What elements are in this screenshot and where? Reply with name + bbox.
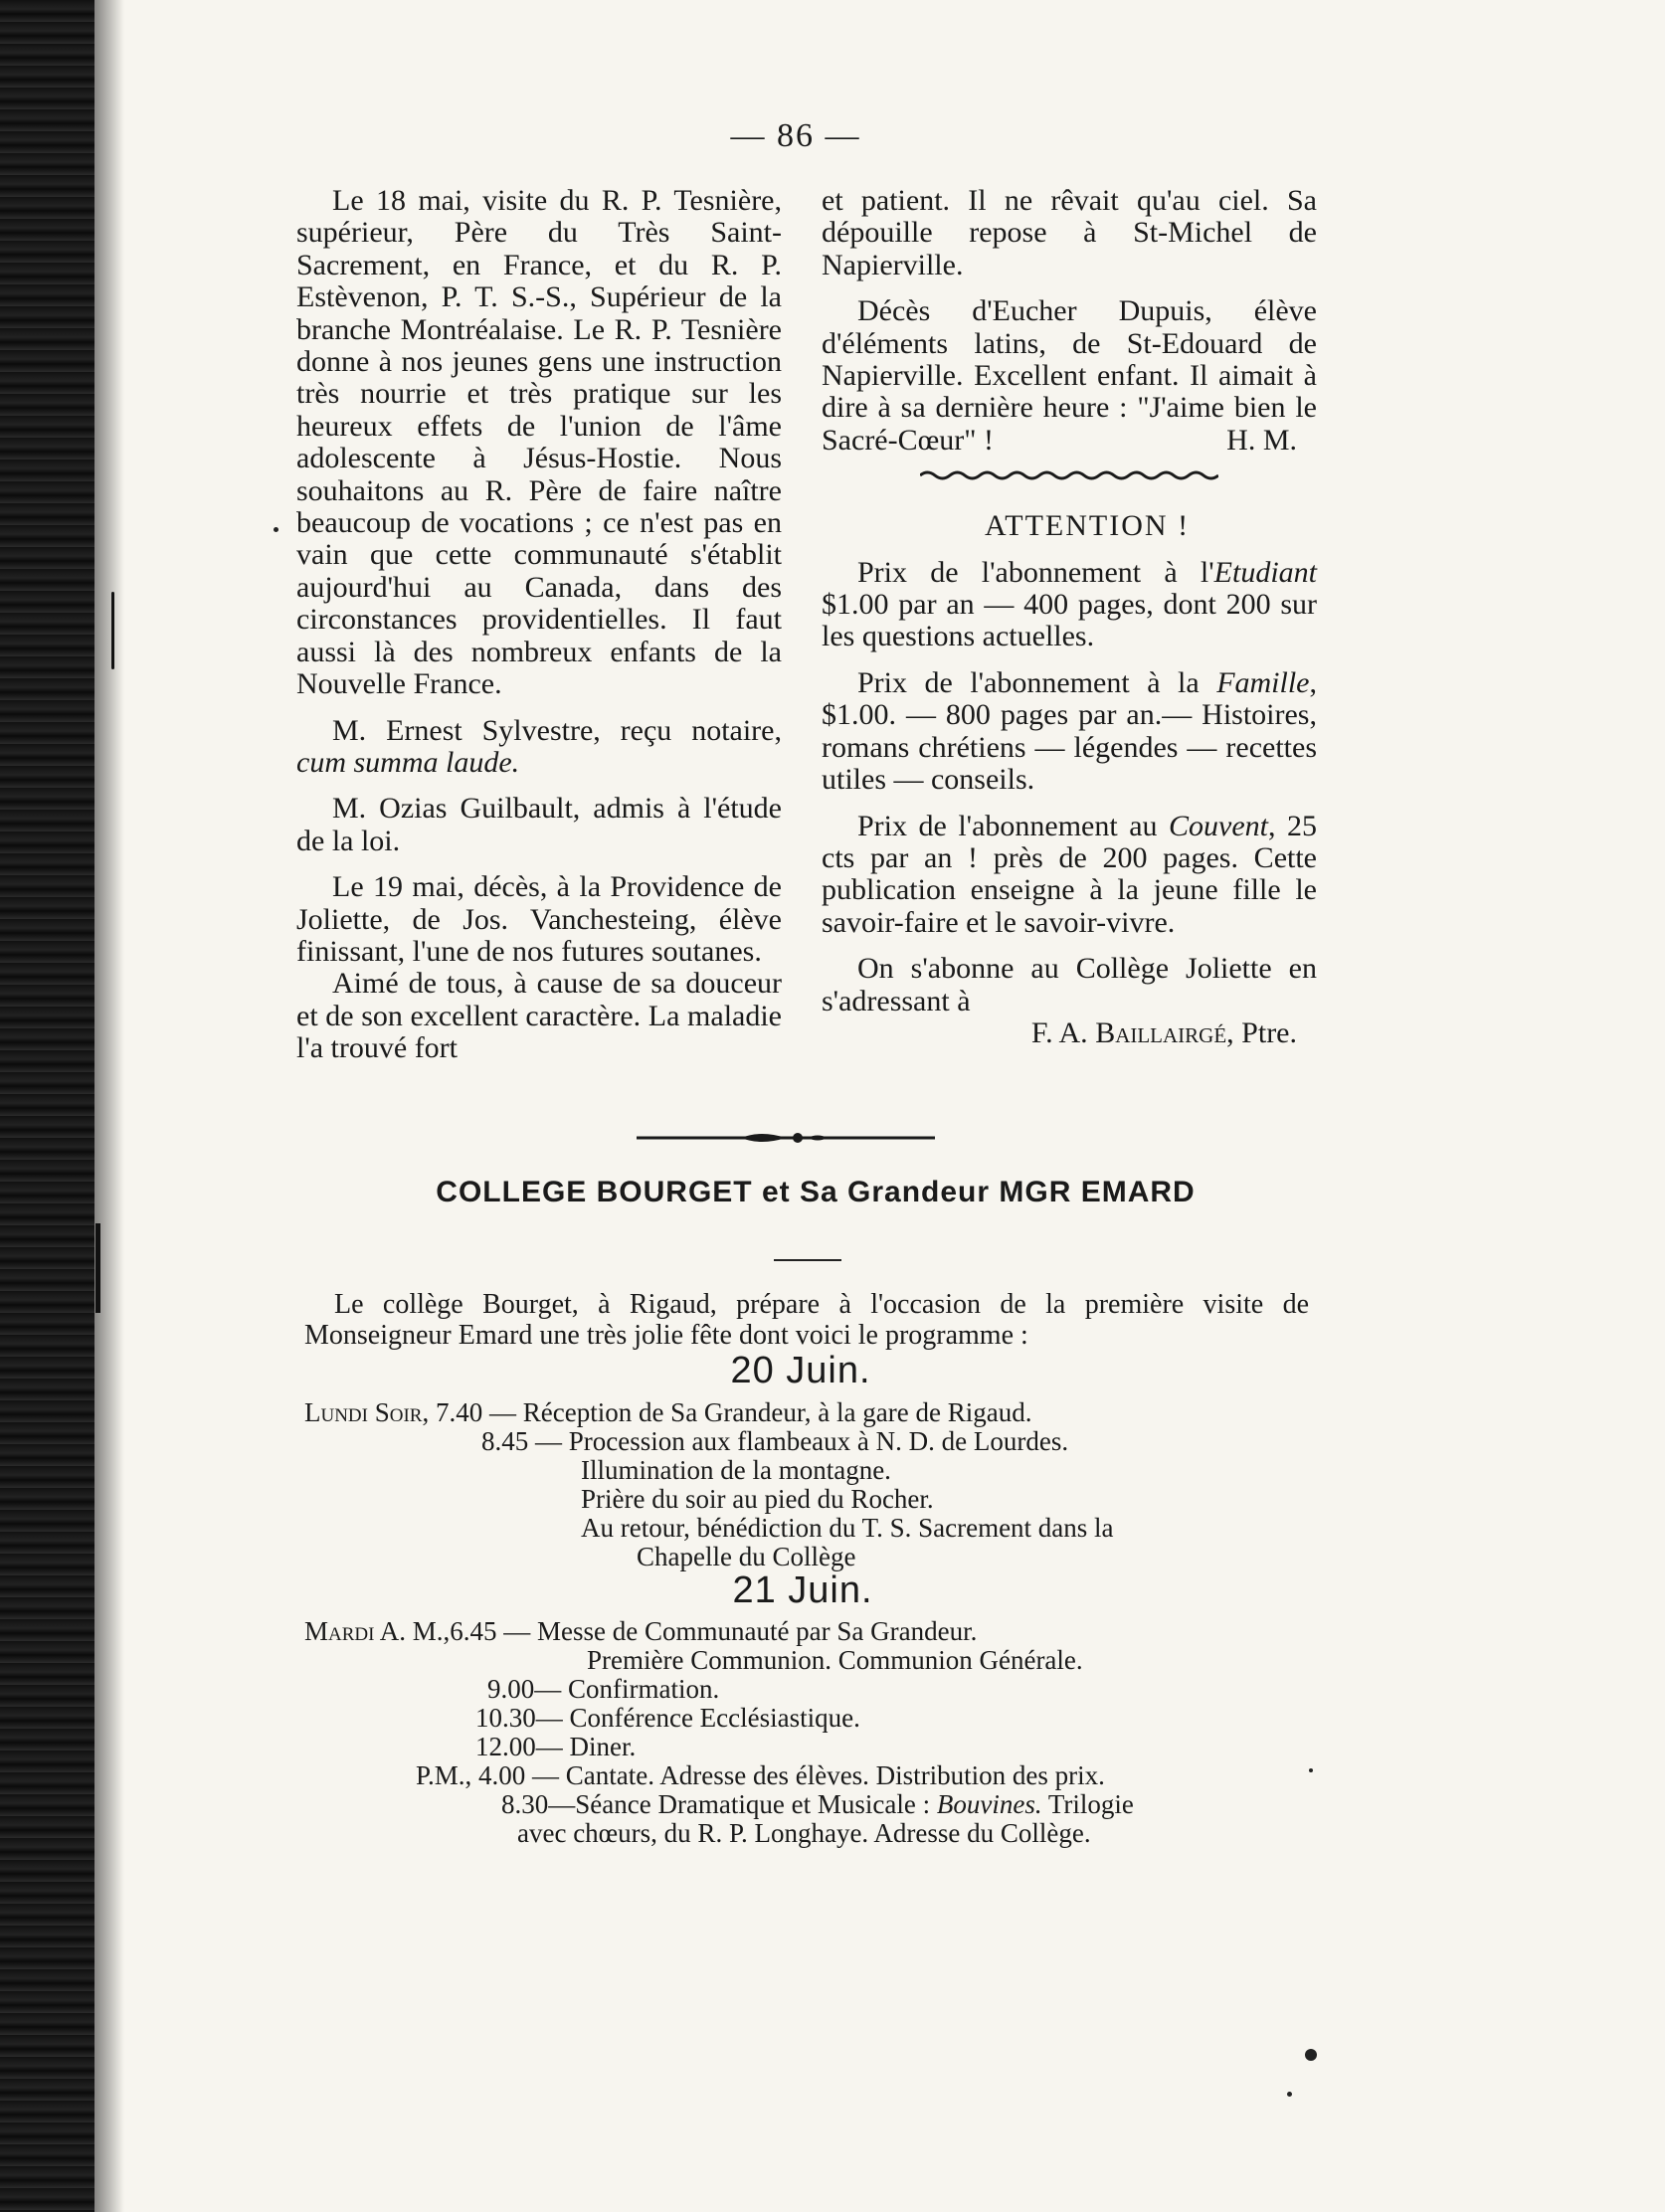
attention-heading: ATTENTION ! — [984, 509, 1191, 543]
deces-initials: H. M. — [1226, 423, 1297, 457]
programme-line: Illumination de la montagne. — [581, 1455, 891, 1485]
famille-title: Famille — [1216, 665, 1310, 699]
speck — [274, 527, 278, 532]
programme-text: Messe de Communauté par Sa Grandeur. — [536, 1616, 978, 1646]
bouvines-title: Bouvines. — [936, 1789, 1042, 1819]
programme-line: Mardi A. M.,6.45 — Messe de Communauté par Sa Grandeur. — [304, 1616, 978, 1646]
prix-famille-b: , $1.00. — 800 pages par an.— Histoires, romans chrétiens — légendes — recettes utiles — conseils. — [822, 665, 1317, 797]
programme-time: 4.00 — [478, 1760, 526, 1790]
etudiant-title: Etudiant — [1213, 555, 1317, 589]
prix-etudiant-a: Prix de l'abonnement à l' — [857, 555, 1214, 589]
book-binding-shadow — [0, 0, 94, 2212]
programme-line: Au retour, bénédiction du T. S. Sacrement dans la — [581, 1513, 1114, 1543]
programme-text: Procession aux flambeaux à N. D. de Lourdes. — [568, 1426, 1069, 1456]
programme-time: 8.45 — [481, 1426, 529, 1456]
programme-time: 8.30 — [501, 1789, 549, 1819]
page-number: — 86 — — [730, 117, 861, 154]
date-heading-20-juin: 20 Juin. — [730, 1350, 871, 1391]
programme-line: Lundi Soir, 7.40 — Réception de Sa Grandeur, à la gare de Rigaud. — [304, 1397, 1032, 1427]
short-rule — [774, 1259, 841, 1261]
deces-dupuis-text: Décès d'Eucher Dupuis, élève d'éléments latins, de St-Edouard de Napierville. Excellent enfant. Il aimait à dire à sa dernière heure : "J'aime bien le Sacré-Cœur" ! — [822, 294, 1317, 457]
programme-text: Séance Dramatique et Musicale : — [575, 1789, 937, 1819]
prix-etudiant-b: $1.00 par an — 400 pages, dont 200 sur les questions actuelles. — [822, 588, 1317, 653]
prix-couvent-a: Prix de l'abonnement au — [857, 809, 1170, 842]
speck — [1305, 2049, 1317, 2061]
programme-line: 9.00— Confirmation. — [487, 1674, 720, 1704]
prix-couvent-b: , 25 cts par an ! près de 200 pages. Cette publication enseigne à la jeune fille le savoir-faire et le savoir-vivre. — [822, 809, 1318, 939]
programme-line: avec chœurs, du R. P. Longhaye. Adresse du Collège. — [517, 1818, 1091, 1848]
programme-time: 7.40 — [435, 1397, 483, 1427]
programme-line: 10.30— Conférence Ecclésiastique. — [475, 1703, 860, 1733]
paragraph-prix-couvent — [822, 811, 1317, 940]
programme-time: 12.00 — [475, 1732, 536, 1761]
programme-line: 8.30—Séance Dramatique et Musicale : Bouvines. Trilogie — [501, 1789, 1134, 1819]
day-label-mardi: Mardi A. M., — [304, 1616, 451, 1646]
paragraph-sylvestre — [296, 715, 782, 780]
programme-line: 12.00— Diner. — [475, 1732, 637, 1761]
day-label-lundi: Lundi Soir, — [304, 1397, 430, 1427]
signature-title: , Ptre. — [1226, 1015, 1297, 1049]
signature-name: Baillairgé — [1095, 1015, 1227, 1049]
sylvestre-text: M. Ernest Sylvestre, reçu notaire, — [332, 713, 782, 747]
programme-line: P.M., 4.00 — Cantate. Adresse des élèves. Distribution des prix. — [416, 1760, 1105, 1790]
section-title: COLLEGE BOURGET et Sa Grandeur MGR EMARD — [436, 1176, 1196, 1208]
wavy-rule — [920, 466, 1218, 484]
programme-time: 10.30 — [475, 1703, 536, 1733]
left-column — [296, 185, 782, 1079]
day-label-pm: P.M., — [416, 1760, 472, 1790]
programme-text: Confirmation. — [568, 1674, 720, 1704]
paragraph-guilbault: M. Ozias Guilbault, admis à l'étude de la loi. — [296, 792, 782, 857]
paragraph-visite: Le 18 mai, visite du R. P. Tesnière, supérieur, Père du Très Saint-Sacrement, en France, et du R. P. Estèvenon, P. T. S.-S., Supérieur de la branche Montréalaise. Le R. P. Tesnière donne à nos jeunes gens une instruction très nourrie et très pratique sur les heureux effets de l'union de l'âme adolescente à Jésus-Hostie. Nous souhaitons au R. Père de faire naître beaucoup de vocations ; ce n'est pas en vain que cette communauté s'établit aujourd'hui au Canada, dans des circonstances providentielles. Il faut aussi là des nombreux enfants de la Nouvelle France. — [296, 184, 782, 701]
latin-phrase: cum summa laude. — [296, 745, 520, 779]
margin-mark — [95, 1223, 100, 1313]
programme-line: Première Communion. Communion Générale. — [587, 1645, 1083, 1675]
programme-line: Prière du soir au pied du Rocher. — [581, 1484, 934, 1514]
programme-intro: Le collège Bourget, à Rigaud, prépare à l'occasion de la première visite de Monseigneur Emard une très jolie fête dont voici le programme : — [304, 1289, 1309, 1351]
right-column — [822, 185, 1317, 1063]
paragraph-deces-dupuis — [822, 295, 1317, 457]
paragraph-aime: Aimé de tous, à cause de sa douceur et de son excellent caractère. La maladie l'a trouvé fort — [296, 967, 782, 1065]
paragraph-abonne: On s'abonne au Collège Joliette en s'adressant à — [822, 952, 1317, 1017]
binding-edge-gradient — [94, 0, 124, 2212]
programme-time: 9.00 — [487, 1674, 535, 1704]
programme-line: 8.45 — Procession aux flambeaux à N. D. de Lourdes. — [481, 1426, 1069, 1456]
programme-text: Conférence Ecclésiastique. — [569, 1703, 860, 1733]
programme-time: 6.45 — [450, 1616, 497, 1646]
programme-text: Cantate. Adresse des élèves. Distribution des prix. — [565, 1760, 1105, 1790]
programme-line: Chapelle du Collège — [637, 1542, 856, 1571]
paragraph-continuation: et patient. Il ne rêvait qu'au ciel. Sa dépouille repose à St-Michel de Napierville. — [822, 184, 1317, 281]
speck — [1309, 1768, 1313, 1772]
prix-famille-a: Prix de l'abonnement à la — [857, 665, 1217, 699]
paragraph-prix-etudiant — [822, 557, 1317, 653]
signature — [822, 1017, 1317, 1049]
speck — [1287, 2092, 1292, 2097]
date-heading-21-juin: 21 Juin. — [732, 1569, 873, 1611]
programme-text: Réception de Sa Grandeur, à la gare de Rigaud. — [522, 1397, 1032, 1427]
paragraph-deces: Le 19 mai, décès, à la Providence de Joliette, de Jos. Vanchesteing, élève finissant, l'une de nos futures soutanes. — [296, 870, 782, 968]
programme-text: Diner. — [569, 1732, 637, 1761]
fleuron-divider — [637, 1126, 935, 1150]
trilogie-text: Trilogie — [1041, 1789, 1134, 1819]
signature-initials: F. A. — [1030, 1015, 1088, 1049]
couvent-title: Couvent — [1169, 809, 1268, 842]
margin-mark — [111, 592, 114, 669]
paragraph-prix-famille — [822, 667, 1317, 797]
